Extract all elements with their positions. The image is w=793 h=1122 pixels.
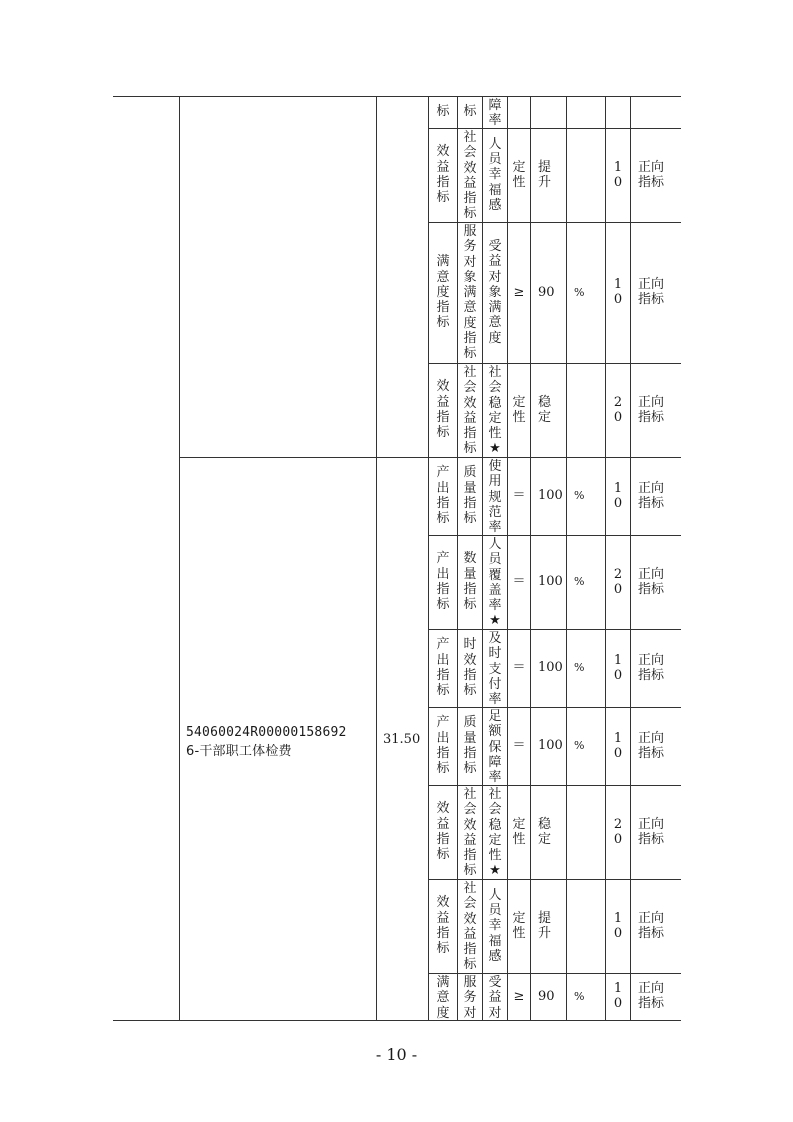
level3-indicator: 人 员 覆 盖 率 ★ — [488, 537, 502, 629]
level2-indicator: 社 会 效 益 指 标 — [463, 787, 477, 879]
operator: ≥ — [513, 284, 525, 300]
row-divider — [428, 629, 681, 630]
level3-indicator: 受 益 对 象 满 意 度 — [488, 238, 502, 346]
level3-indicator: 足 额 保 障 率 — [488, 709, 502, 786]
column-border — [376, 96, 377, 1020]
level2-indicator: 社 会 效 益 指 标 — [463, 881, 477, 973]
direction: 正向 指标 — [638, 910, 665, 941]
direction: 正向 指标 — [638, 981, 665, 1012]
level3-indicator: 社 会 稳 定 性 ★ — [488, 365, 502, 457]
target-value: 100 — [538, 488, 563, 504]
row-divider — [428, 785, 681, 786]
unit: % — [574, 661, 585, 675]
level2-indicator: 数 量 指 标 — [463, 551, 477, 613]
column-border — [457, 96, 458, 1020]
row-divider — [428, 128, 681, 129]
level3-indicator: 及 时 支 付 率 — [488, 631, 502, 708]
operator: 定 性 — [512, 159, 526, 190]
level1-indicator: 效 益 指 标 — [436, 379, 450, 441]
weight: 1 0 — [613, 981, 623, 1012]
column-border — [507, 96, 508, 1020]
column-border — [566, 96, 567, 1020]
weight: 2 0 — [613, 816, 623, 847]
unit: % — [574, 575, 585, 589]
level2-indicator: 社 会 效 益 指 标 — [463, 365, 477, 457]
page-number: - 10 - — [375, 1045, 418, 1064]
column-border — [179, 96, 180, 1020]
target-value: 100 — [538, 574, 563, 590]
target-value: 提 升 — [538, 159, 552, 190]
row-divider — [428, 222, 681, 223]
level1-indicator: 效 益 指 标 — [436, 895, 450, 957]
operator: ＝ — [512, 574, 526, 590]
project-amount: 31.50 — [383, 732, 421, 747]
row-divider — [428, 457, 681, 458]
weight: 2 0 — [613, 566, 623, 597]
level1-indicator: 效 益 指 标 — [436, 144, 450, 206]
project-name: 6-干部职工体检费 — [186, 744, 292, 759]
weight: 1 0 — [613, 480, 623, 511]
target-value: 稳 定 — [538, 816, 552, 847]
target-value: 100 — [538, 738, 563, 754]
operator: ＝ — [512, 660, 526, 676]
level1-indicator: 满 意 度 — [436, 975, 450, 1021]
level3-indicator: 人 员 幸 福 感 — [488, 887, 502, 964]
operator: ≥ — [513, 988, 525, 1004]
column-border — [630, 96, 631, 1020]
level2-indicator: 标 — [463, 104, 477, 120]
project-code: 54060024R00000158692 — [186, 725, 347, 740]
row-divider — [428, 879, 681, 880]
row-divider — [428, 363, 681, 364]
unit: % — [574, 489, 585, 503]
level2-indicator: 时 效 指 标 — [463, 637, 477, 699]
project-code-name — [186, 723, 347, 761]
weight: 1 0 — [613, 277, 623, 308]
level1-indicator: 产 出 指 标 — [436, 715, 450, 777]
level3-indicator: 障 率 — [488, 98, 502, 129]
weight: 1 0 — [613, 652, 623, 683]
weight: 1 0 — [613, 910, 623, 941]
column-border — [482, 96, 483, 1020]
direction: 正向 指标 — [638, 730, 665, 761]
weight: 1 0 — [613, 159, 623, 190]
row-divider — [428, 707, 681, 708]
weight: 2 0 — [613, 394, 623, 425]
operator: ＝ — [512, 738, 526, 754]
unit: % — [574, 739, 585, 753]
direction: 正向 指标 — [638, 566, 665, 597]
operator: 定 性 — [512, 910, 526, 941]
level3-indicator: 社 会 稳 定 性 ★ — [488, 787, 502, 879]
level1-indicator: 满 意 度 指 标 — [436, 254, 450, 331]
level1-indicator: 产 出 指 标 — [436, 551, 450, 613]
target-value: 90 — [538, 284, 555, 300]
level1-indicator: 产 出 指 标 — [436, 637, 450, 699]
unit: % — [574, 285, 585, 299]
level3-indicator: 使 用 规 范 率 — [488, 459, 502, 536]
operator: 定 性 — [512, 394, 526, 425]
row-divider — [428, 535, 681, 536]
level3-indicator: 受 益 对 — [488, 975, 502, 1021]
target-value: 100 — [538, 660, 563, 676]
unit: % — [574, 989, 585, 1003]
direction: 正向 指标 — [638, 816, 665, 847]
direction: 正向 指标 — [638, 652, 665, 683]
direction: 正向 指标 — [638, 480, 665, 511]
weight: 1 0 — [613, 730, 623, 761]
column-border — [530, 96, 531, 1020]
level1-indicator: 效 益 指 标 — [436, 801, 450, 863]
target-value: 90 — [538, 988, 555, 1004]
level3-indicator: 人 员 幸 福 感 — [488, 136, 502, 213]
direction: 正向 指标 — [638, 277, 665, 308]
table-bottom-border — [113, 1020, 681, 1021]
level2-indicator: 质 量 指 标 — [463, 715, 477, 777]
operator: ＝ — [512, 488, 526, 504]
level2-indicator: 社 会 效 益 指 标 — [463, 130, 477, 222]
direction: 正向 指标 — [638, 159, 665, 190]
level2-indicator: 服 务 对 — [463, 975, 477, 1021]
target-value: 稳 定 — [538, 394, 552, 425]
column-border — [605, 96, 606, 1020]
column-border — [428, 96, 429, 1020]
level1-indicator: 产 出 指 标 — [436, 465, 450, 527]
direction: 正向 指标 — [638, 394, 665, 425]
operator: 定 性 — [512, 816, 526, 847]
table-top-border — [113, 96, 681, 97]
row-divider — [428, 973, 681, 974]
level2-indicator: 服 务 对 象 满 意 度 指 标 — [463, 224, 477, 362]
level2-indicator: 质 量 指 标 — [463, 465, 477, 527]
level1-indicator: 标 — [436, 104, 450, 120]
target-value: 提 升 — [538, 910, 552, 941]
